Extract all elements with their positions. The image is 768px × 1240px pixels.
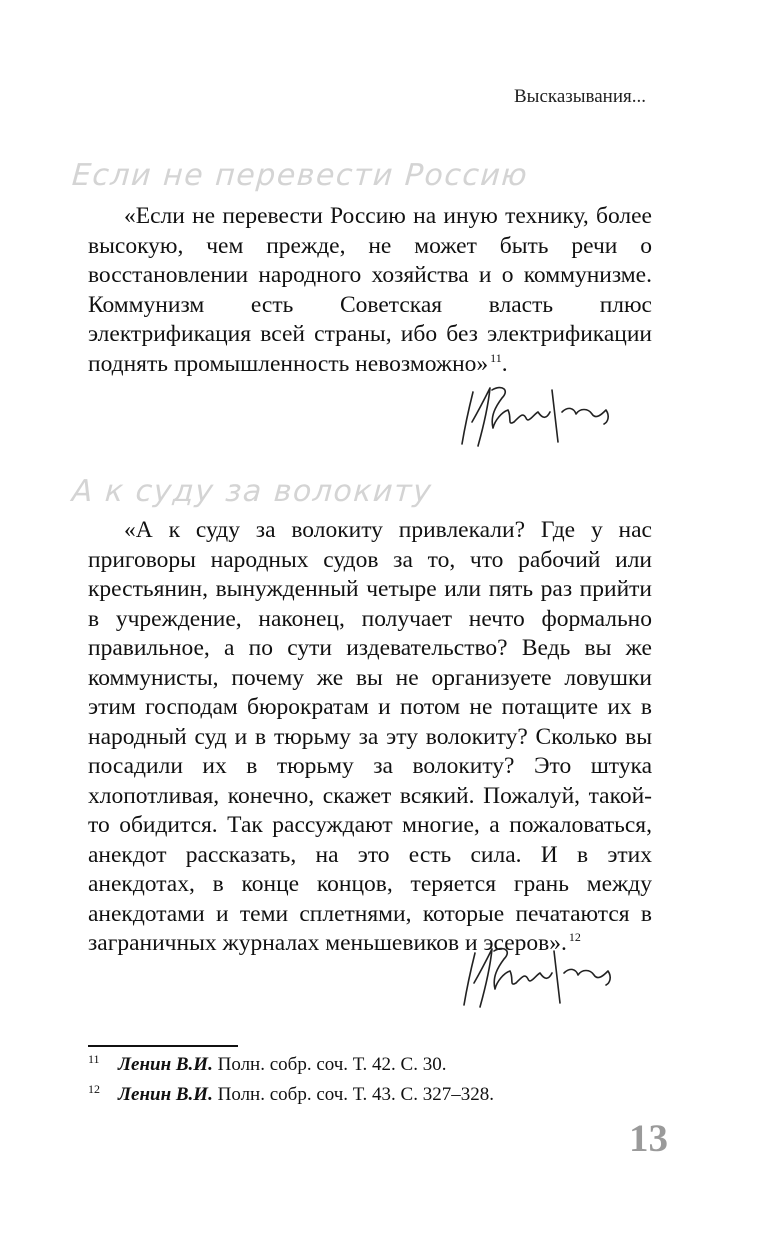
quote-end: . — [501, 350, 508, 377]
footnote-author: Ленин В.И. — [118, 1084, 213, 1105]
quote-text: «Если не перевести Россию на иную технику, более высокую, чем прежде, не может быть речи о восстановлении народного хозяйства и о коммунизме. Коммунизм есть Советская власть плюс электрификация всей страны, ибо без электрификации поднять промышленность невозможно» — [88, 203, 652, 377]
footnote-number: 12 — [88, 1082, 100, 1096]
footnote-ref: 11 — [490, 350, 502, 365]
section-title-electrification: Если не перевести Россию — [70, 158, 530, 193]
footnote-text: Полн. собр. соч. Т. 42. С. 30. — [212, 1054, 447, 1075]
footnote-ref: 12 — [568, 930, 581, 945]
quote-electrification — [88, 202, 652, 379]
footnote-author: Ленин В.И. — [118, 1054, 213, 1075]
section-title-red-tape: А к суду за волокиту — [70, 474, 434, 509]
footnote-rule — [88, 1045, 238, 1047]
lenin-signature — [458, 942, 618, 1014]
footnote-text: Полн. собр. соч. Т. 43. С. 327–328. — [212, 1084, 494, 1105]
running-head: Высказывания... — [514, 86, 646, 107]
lenin-signature — [456, 382, 616, 452]
footnote-11 — [88, 1052, 446, 1076]
quote-red-tape — [88, 516, 652, 959]
quote-text: «А к суду за волокиту привлекали? Где у нас приговоры народных судов за то, что рабочий или крестьянин, вынужденный четыре или пять раз прийти в учреждение, наконец, получает нечто формально правильное, а по сути издевательство? Ведь вы же коммунисты, почему же вы не организуете ловушки этим господам бюрократам и потом не потащите их в народный суд и в тюрьму за эту волокиту? Сколько вы посадили их в тюрьму за волокиту? Это штука хлопотливая, конечно, скажет всякий. Пожалуй, такой-то обидится. Так рассуждают многие, а пожаловаться, анекдот рассказать, на это есть сила. И в этих анекдотах, в конце концов, теряется грань между анекдотами и теми сплетнями, которые печатаются в заграничных журналах меньшевиков и эсеров». — [88, 517, 652, 956]
footnote-12 — [88, 1082, 494, 1106]
footnote-number: 11 — [88, 1052, 100, 1066]
page-number: 13 — [629, 1117, 668, 1160]
